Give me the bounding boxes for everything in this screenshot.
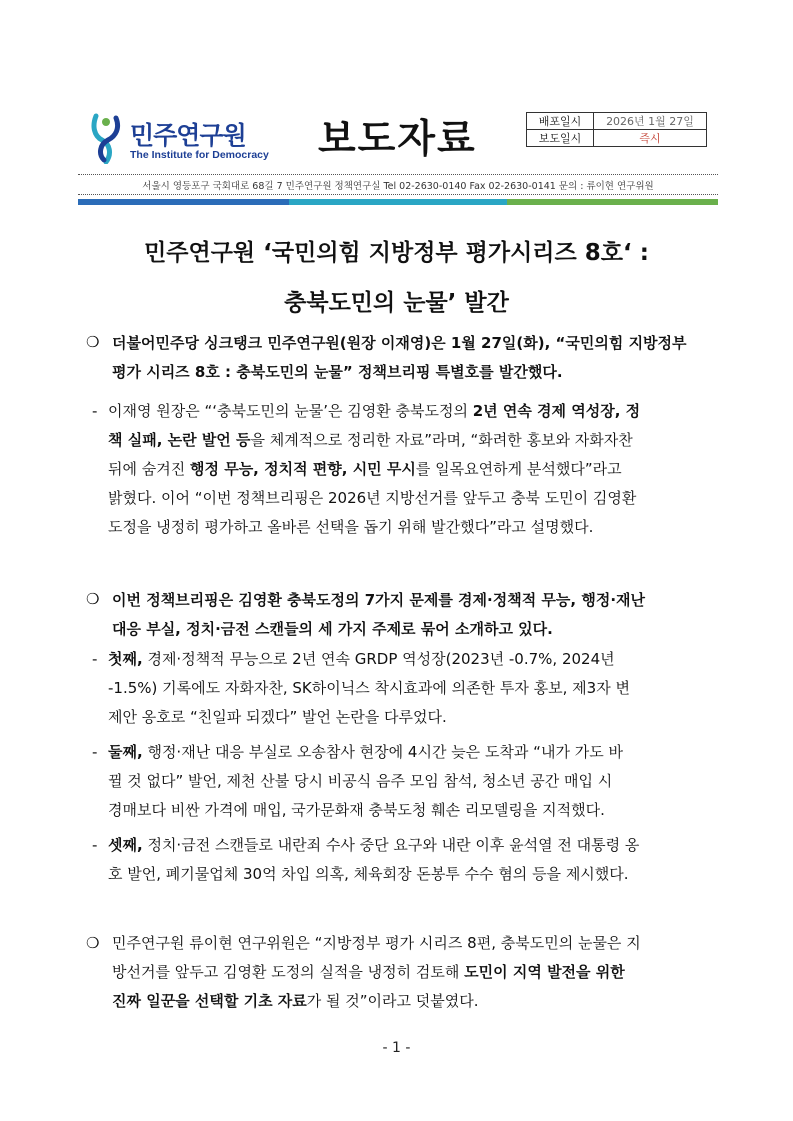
color-bar-blue	[78, 199, 289, 205]
institute-logo	[90, 112, 280, 170]
section-2-item-1	[108, 645, 720, 732]
page-number: - 1 -	[382, 1040, 411, 1056]
section-2-item-2-line-3: 경매보다 비싼 가격에 매입, 국가문화재 충북도청 훼손 리모델링을 지적했다.	[108, 801, 605, 819]
section-2-line-2: 대응 부실, 정치·금전 스캔들의 세 가지 주제로 묶어 소개하고 있다.	[112, 620, 553, 638]
section-2-line-1: 이번 정책브리핑은 김영환 충북도정의 7가지 문제를 경제·정책적 무능, 행정·재난	[112, 591, 645, 609]
dash-bullet: -	[92, 836, 98, 854]
section-2-item-1-line-2: -1.5%) 기록에도 자화자찬, SK하이닉스 착시효과에 의존한 투자 홍보, 제3자 변	[108, 679, 630, 697]
release-date-value: 2026년 1월 27일	[594, 113, 707, 130]
color-bar	[78, 199, 718, 205]
contact-address: 서울시 영등포구 국회대로 68길 7 민주연구원 정책연구실 Tel 02-2630-0140 Fax 02-2630-0141 문의 : 류이현 연구위원	[142, 181, 654, 192]
section-3-line-1: 민주연구원 류이현 연구위원은 “지방정부 평가 시리즈 8편, 충북도민의 눈물은 지	[112, 934, 641, 952]
dash-bullet: -	[92, 743, 98, 761]
section-1-detail-line-5: 도정을 냉정히 평가하고 올바른 선택을 돕기 위해 발간했다”라고 설명했다.	[108, 518, 594, 536]
divider	[78, 194, 718, 195]
color-bar-teal	[289, 199, 507, 205]
color-bar-green	[507, 199, 718, 205]
section-1-detail	[108, 397, 720, 542]
dash-bullet: -	[92, 402, 98, 420]
section-2-item-2	[108, 738, 720, 825]
release-date-label: 배포일시	[527, 113, 594, 130]
section-3-line-2: 방선거를 앞두고 김영환 도정의 실적을 냉정히 검토해 도민이 지역 발전을 위한	[112, 963, 625, 981]
institute-logo-mark-icon	[90, 112, 124, 164]
release-info-table	[526, 112, 707, 147]
section-2-item-3-line-1: 셋째, 정치·금전 스캔들로 내란죄 수사 중단 요구와 내란 이후 윤석열 전 대통령 옹	[108, 836, 640, 854]
circle-bullet-icon: ❍	[86, 590, 100, 608]
section-3-line-3: 진짜 일꾼을 선택할 기초 자료가 될 것”이라고 덧붙였다.	[112, 992, 479, 1010]
section-1-detail-line-4: 밝혔다. 이어 “이번 정책브리핑은 2026년 지방선거를 앞두고 충북 도민이 김영환	[108, 489, 637, 507]
document-title-line-2: 충북도민의 눈물’ 발간	[284, 290, 509, 316]
section-1-detail-line-1: 이재영 원장은 “‘충북도민의 눈물’은 김영환 충북도정의 2년 연속 경제 역성장, 정	[108, 402, 641, 420]
circle-bullet-icon: ❍	[86, 934, 100, 952]
document-title-line-1: 민주연구원 ‘국민의힘 지방정부 평가시리즈 8호‘ :	[144, 240, 649, 266]
section-2-item-3	[108, 831, 720, 889]
section-3-paragraph	[112, 929, 720, 1016]
release-title: 보도자료	[318, 117, 477, 162]
section-1-paragraph	[112, 329, 720, 387]
section-2-paragraph	[112, 586, 720, 644]
logo-name: 민주연구원	[130, 121, 246, 150]
embargo-value: 즉시	[594, 130, 707, 147]
embargo-label: 보도일시	[527, 130, 594, 147]
section-2-item-3-line-2: 호 발언, 폐기물업체 30억 차입 의혹, 체육회장 돈봉투 수수 혐의 등을 제시했다.	[108, 865, 629, 883]
circle-bullet-icon: ❍	[86, 333, 100, 351]
table-row	[527, 113, 707, 130]
dash-bullet: -	[92, 650, 98, 668]
section-2-item-2-line-1: 둘째, 행정·재난 대응 부실로 오송참사 현장에 4시간 늦은 도착과 “내가 가도 바	[108, 743, 623, 761]
section-1-line-1: 더불어민주당 싱크탱크 민주연구원(원장 이재영)은 1월 27일(화), “국민의힘 지방정부	[112, 334, 687, 352]
press-header	[78, 104, 718, 174]
section-1-detail-line-3: 뒤에 숨겨진 행정 무능, 정치적 편향, 시민 무시를 일목요연하게 분석했다”라고	[108, 460, 622, 478]
section-2-item-1-line-1: 첫째, 경제·정책적 무능으로 2년 연속 GRDP 역성장(2023년 -0.7%, 2024년	[108, 650, 615, 668]
section-2-item-2-line-2: 뀔 것 없다” 발언, 제천 산불 당시 비공식 음주 모임 참석, 청소년 공간 매입 시	[108, 772, 613, 790]
table-row	[527, 130, 707, 147]
divider	[78, 174, 718, 175]
section-2-item-1-line-3: 제안 옹호로 “친일파 되겠다” 발언 논란을 다루었다.	[108, 708, 447, 726]
logo-subtitle: The Institute for Democracy	[130, 149, 269, 161]
section-1-detail-line-2: 책 실패, 논란 발언 등을 체계적으로 정리한 자료”라며, “화려한 홍보와 자화자찬	[108, 431, 633, 449]
section-1-line-2: 평가 시리즈 8호 : 충북도민의 눈물” 정책브리핑 특별호를 발간했다.	[112, 363, 563, 381]
